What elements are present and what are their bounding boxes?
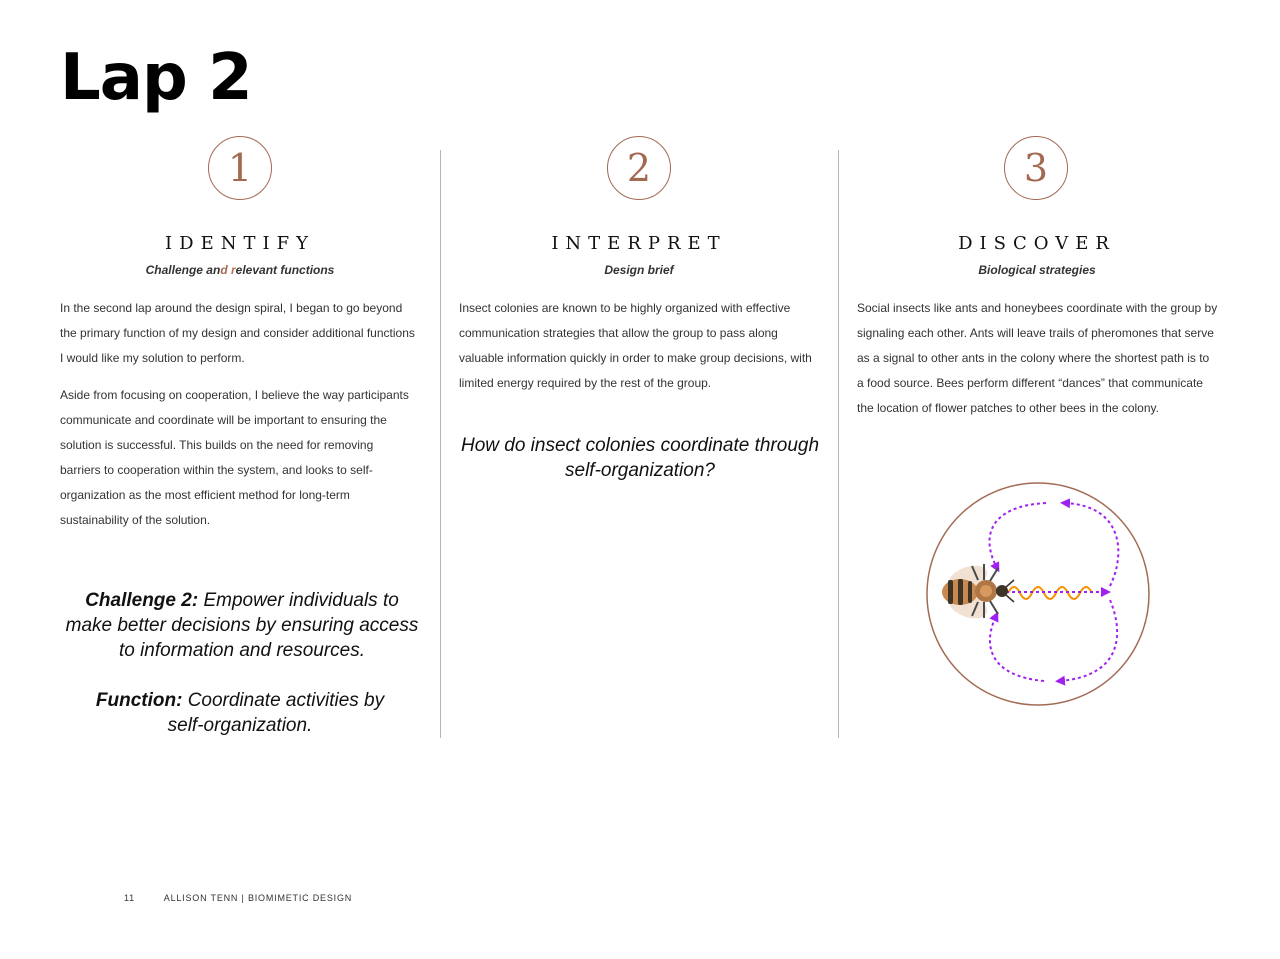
step-subtitle: Design brief <box>604 263 674 277</box>
bee-icon <box>942 561 1014 623</box>
step-number-badge: 3 <box>1004 136 1068 200</box>
identify-column <box>60 0 420 760</box>
function-label: Function: <box>95 690 183 711</box>
challenge-statement <box>64 588 420 663</box>
return-loop-bottom <box>1060 600 1117 681</box>
column-divider <box>838 150 839 738</box>
function-statement <box>90 688 390 738</box>
interpret-column <box>459 0 819 760</box>
function-text: Coordinate activities by self-organization. <box>167 690 385 736</box>
page-footer <box>124 893 352 903</box>
bee-waggle-dance-icon <box>920 476 1156 712</box>
column-divider <box>440 150 441 738</box>
step-number-badge: 2 <box>607 136 671 200</box>
step-number-badge: 1 <box>208 136 272 200</box>
design-question: How do insect colonies coordinate through self-organization? <box>460 435 820 481</box>
step-title: IDENTIFY <box>165 233 315 254</box>
page-number: 11 <box>124 893 135 903</box>
body-paragraph: Social insects like ants and honeybees coordinate with the group by signaling each other. Ants will leave trails of pheromones that serve as a signal to other ants in the colony where the shortest path is to a food source. Bees perform different “dances” that communicate the location of flower patches to other bees in the colony. <box>857 301 1218 415</box>
return-loop-top <box>989 503 1046 568</box>
body-paragraph: Aside from focusing on cooperation, I believe the way participants communicate and coordinate will be important to ensuring the solution is successful. This builds on the need for removing barriers to cooperation within the system, and looks to self-organization as the most efficient method for long-term sustainability of the solution. <box>60 388 409 527</box>
step-subtitle: Biological strategies <box>978 263 1096 277</box>
step-subtitle: Challenge and relevant functions <box>145 263 335 277</box>
challenge-text: Empower individuals to make better decisions by ensuring access to information and resources. <box>65 590 419 661</box>
step-title: DISCOVER <box>958 233 1116 254</box>
body-paragraph: Insect colonies are known to be highly organized with effective communication strategies that allow the group to pass along valuable information quickly in order to make group decisions, with limited energy required by the rest of the group. <box>459 301 812 390</box>
page-title: Lap 2 <box>60 41 252 115</box>
return-loop-bottom <box>990 616 1044 681</box>
challenge-label: Challenge 2: <box>85 590 199 611</box>
footer-text: ALLISON TENN | BIOMIMETIC DESIGN <box>163 893 353 903</box>
body-paragraph: In the second lap around the design spiral, I began to go beyond the primary function of my design and consider additional functions I would like my solution to perform. <box>60 301 415 365</box>
return-loop-top <box>1065 503 1118 586</box>
step-title: INTERPRET <box>551 233 727 254</box>
